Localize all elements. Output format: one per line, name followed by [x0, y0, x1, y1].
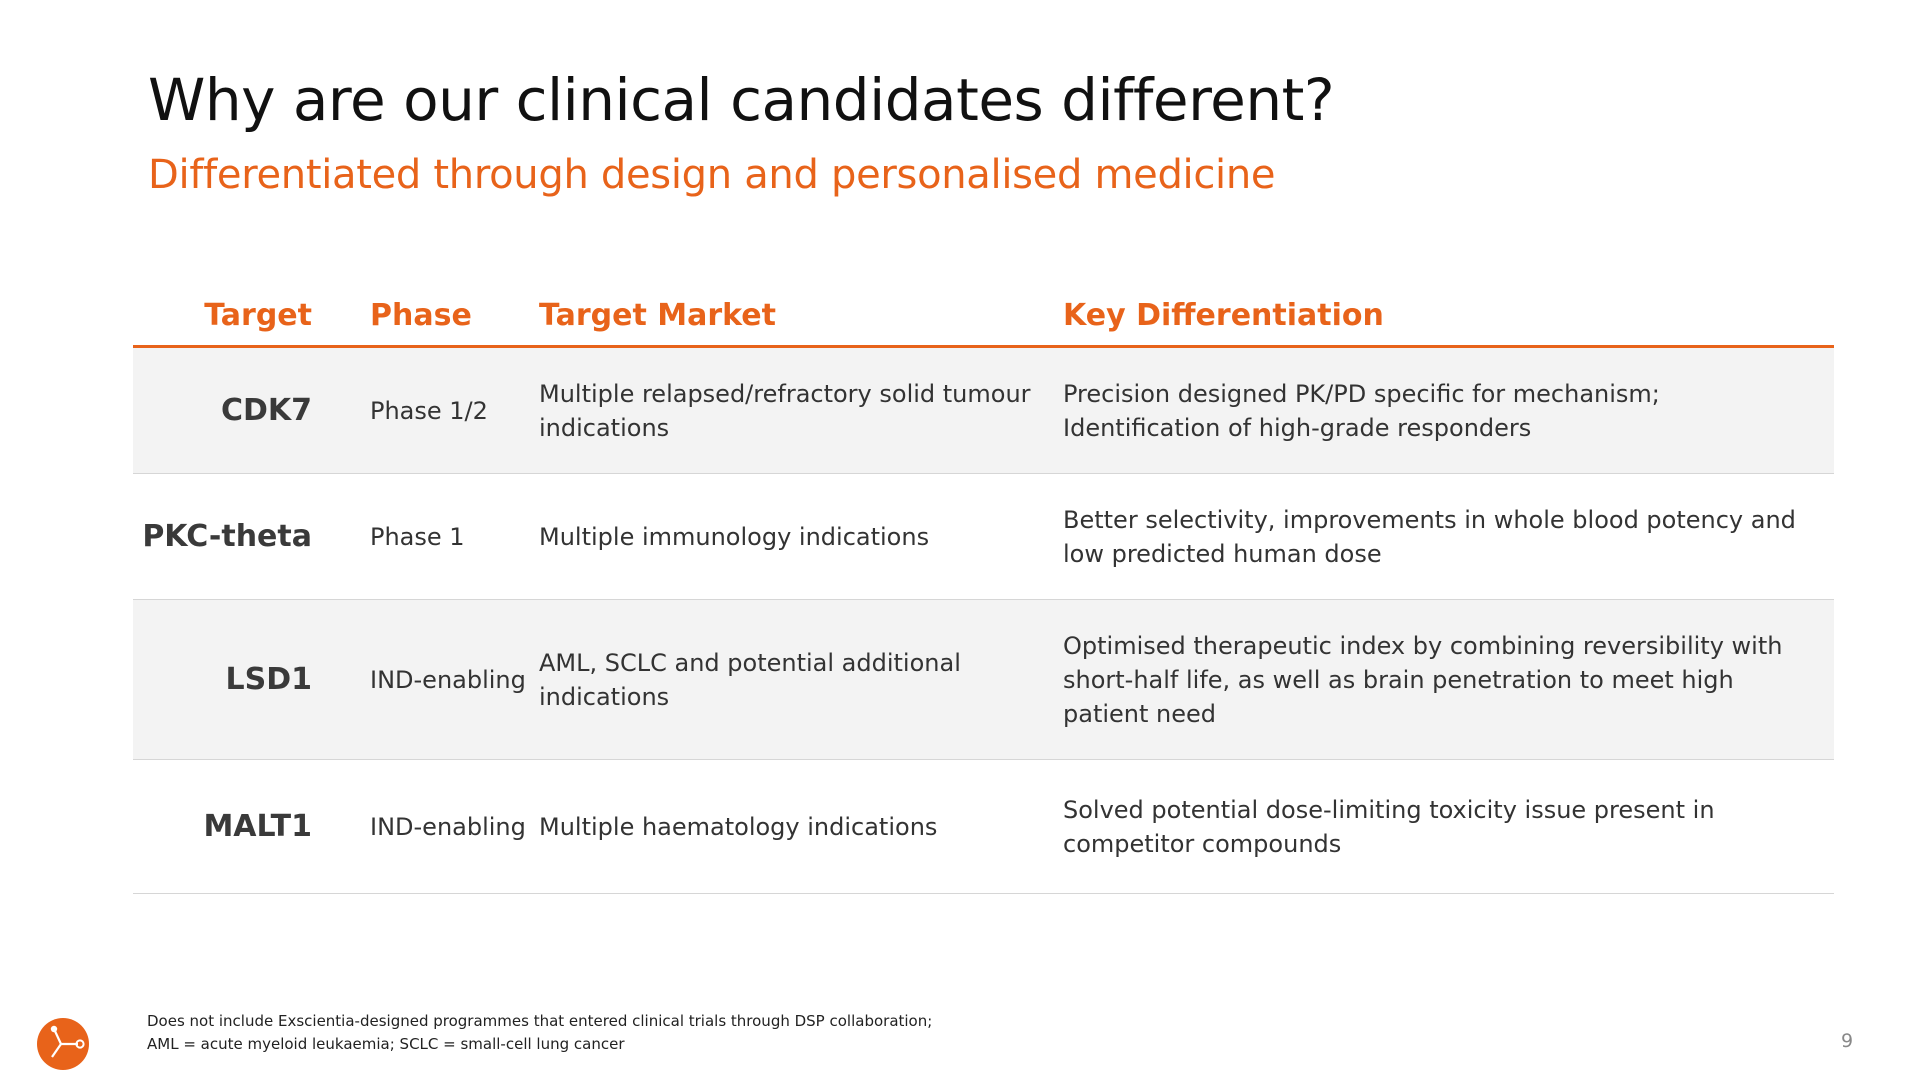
column-header-target: Target [204, 297, 312, 333]
row-target: LSD1 [225, 661, 312, 697]
row-key-differentiation: Precision designed PK/PD specific for mechanism; Identification of high-grade responders [1063, 379, 1660, 442]
column-header-target-market: Target Market [539, 297, 776, 333]
column-header-key-differentiation: Key Differentiation [1063, 297, 1384, 333]
row-phase: IND-enabling [370, 665, 526, 694]
row-target-market: Multiple relapsed/refractory solid tumour indications [539, 379, 1031, 442]
page-subtitle: Differentiated through design and personalised medicine [148, 152, 1276, 198]
column-header-phase: Phase [370, 297, 472, 333]
table-row [133, 474, 1834, 600]
table-row [133, 760, 1834, 894]
row-phase: IND-enabling [370, 812, 526, 841]
table-row [133, 348, 1834, 474]
row-phase: Phase 1/2 [370, 396, 488, 425]
exscientia-logo-icon [36, 1017, 90, 1071]
row-target-market: AML, SCLC and potential additional indications [539, 648, 961, 711]
row-target: CDK7 [220, 392, 312, 428]
row-key-differentiation: Solved potential dose-limiting toxicity issue present in competitor compounds [1063, 795, 1715, 858]
footnote [147, 1010, 932, 1056]
candidates-table [133, 285, 1834, 894]
row-target-market: Multiple haematology indications [539, 812, 938, 841]
row-phase: Phase 1 [370, 522, 465, 551]
page-number: 9 [1841, 1030, 1854, 1052]
page-title: Why are our clinical candidates different? [148, 66, 1335, 134]
row-key-differentiation: Optimised therapeutic index by combining reversibility with short-half life, as well as brain penetration to meet high patient need [1063, 631, 1783, 728]
table-header [133, 285, 1834, 348]
row-target: MALT1 [203, 808, 312, 844]
row-target-market: Multiple immunology indications [539, 522, 930, 551]
table-row [133, 600, 1834, 760]
row-key-differentiation: Better selectivity, improvements in whole blood potency and low predicted human dose [1063, 505, 1796, 568]
footnote-line: Does not include Exscientia-designed programmes that entered clinical trials through DSP collaboration; [147, 1012, 933, 1030]
footnote-line: AML = acute myeloid leukaemia; SCLC = small-cell lung cancer [147, 1035, 625, 1053]
row-target: PKC-theta [142, 518, 312, 554]
